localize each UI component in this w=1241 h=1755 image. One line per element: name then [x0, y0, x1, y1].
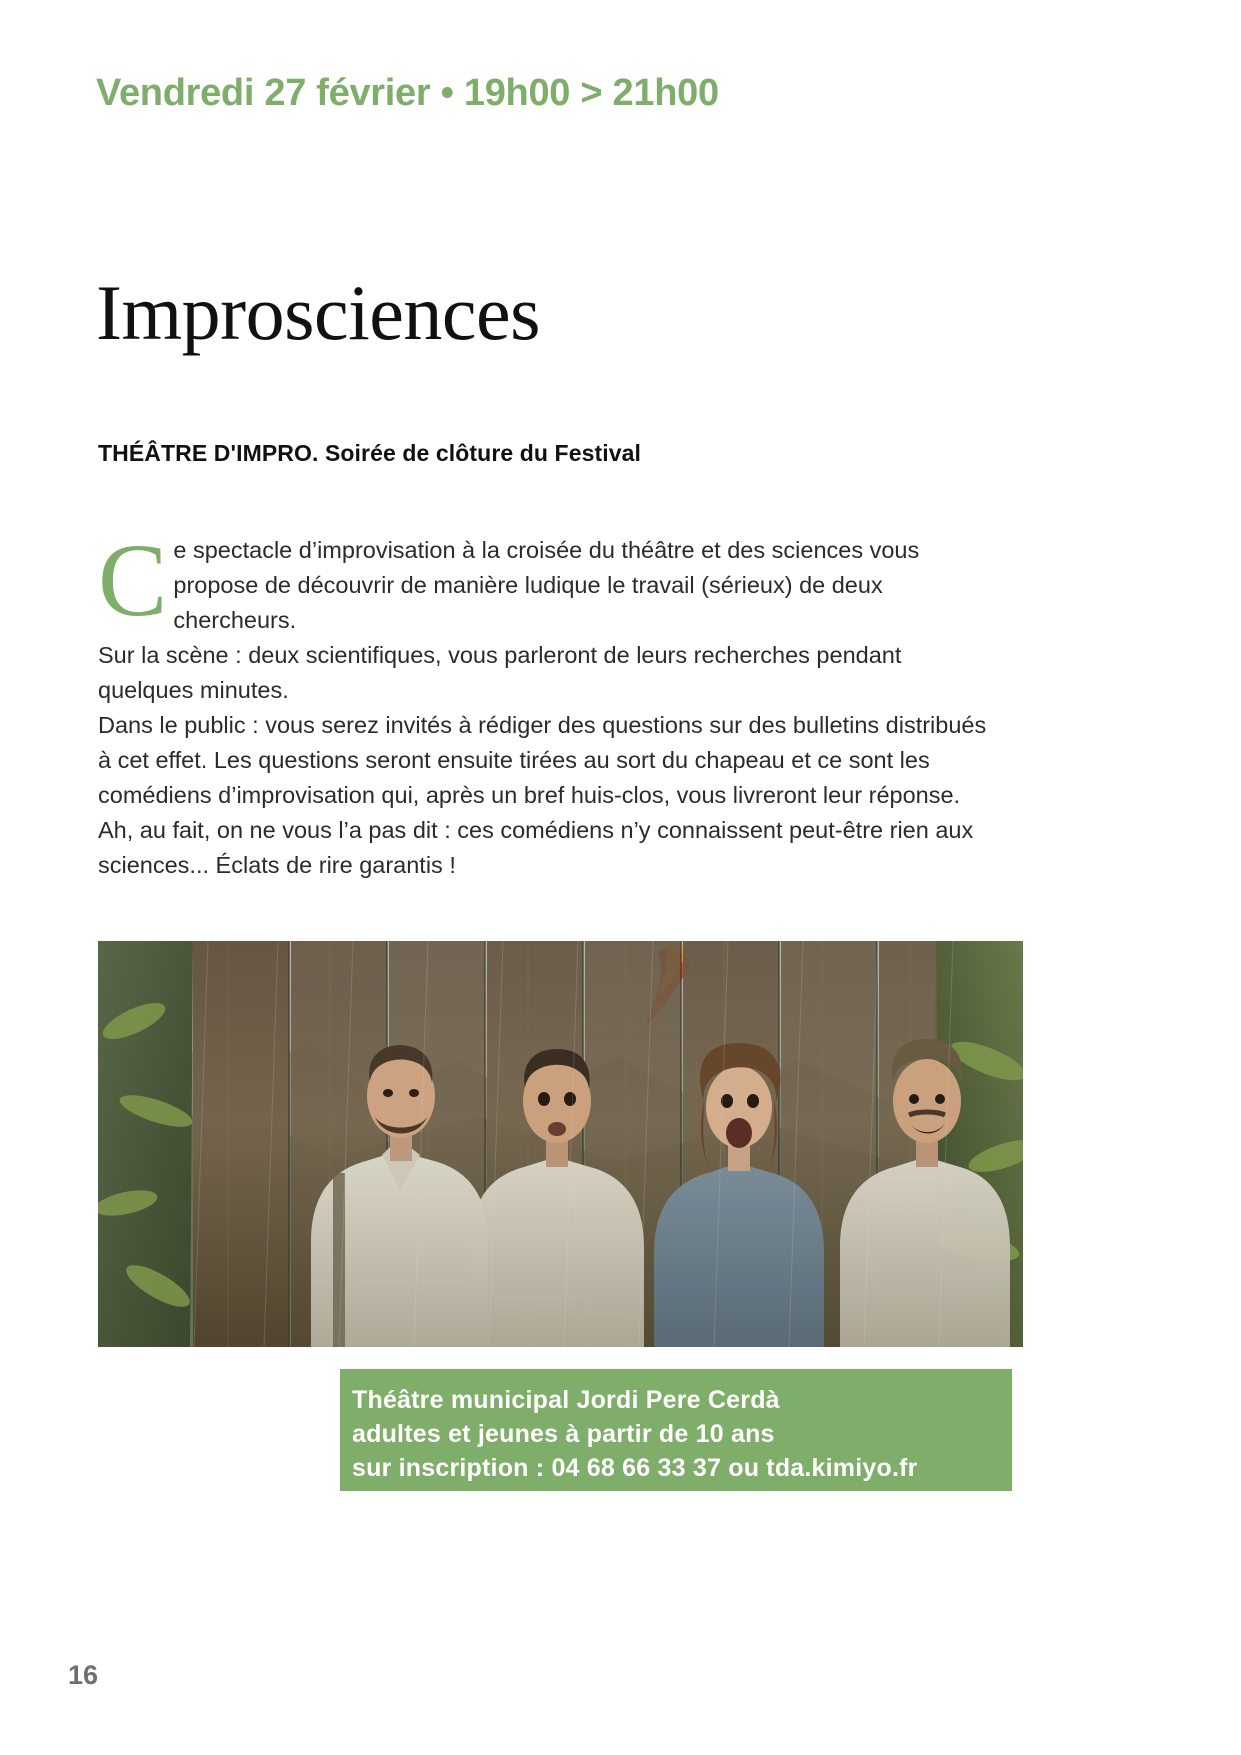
practical-info-box — [340, 1369, 1012, 1491]
page-number: 16 — [68, 1660, 99, 1690]
page-title: Improsciences — [96, 269, 540, 357]
audience-info: adultes et jeunes à partir de 10 ans — [352, 1420, 775, 1448]
paragraph-1-text: e spectacle d’improvisation à la croisée du théâtre et des sciences vous propose de découvrir de manière ludique le travail (sérieux) de deux chercheurs. — [173, 537, 920, 633]
event-date-time: Vendredi 27 février • 19h00 > 21h00 — [96, 72, 719, 114]
event-photo — [98, 941, 1023, 1347]
event-kicker: THÉÂTRE D'IMPRO. Soirée de clôture du Festival — [98, 440, 641, 466]
paragraph-1 — [98, 523, 998, 638]
paragraph-3: Dans le public : vous serez invités à rédiger des questions sur des bulletins distribués à cet effet. Les questions seront ensuite tirées au sort du chapeau et ce sont les comédiens d’improvisation qui, après un bref huis-clos, vous livreront leur réponse. — [98, 712, 987, 808]
venue-name: Théâtre municipal Jordi Pere Cerdà — [352, 1386, 780, 1414]
dropcap: C — [98, 523, 168, 638]
booking-info: sur inscription : 04 68 66 33 37 ou tda.kimiyo.fr — [352, 1454, 918, 1482]
paragraph-2: Sur la scène : deux scientifiques, vous parleront de leurs recherches pendant quelques minutes. — [98, 642, 902, 703]
body-copy — [98, 523, 998, 883]
paragraph-4: Ah, au fait, on ne vous l’a pas dit : ces comédiens n’y connaissent peut-être rien aux sciences... Éclats de rire garantis ! — [98, 817, 974, 878]
